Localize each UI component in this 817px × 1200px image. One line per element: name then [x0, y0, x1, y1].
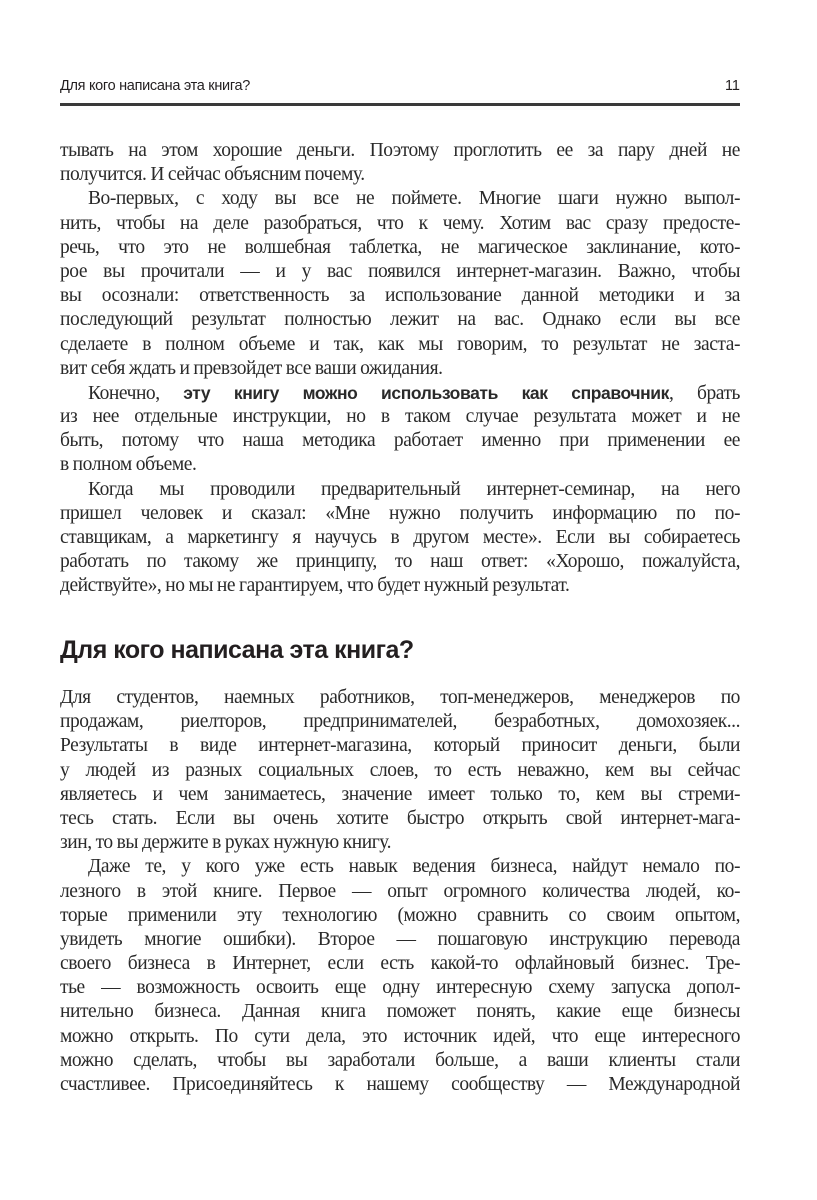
text-line: получится. И сейчас объясним почему. — [60, 164, 365, 186]
text-line: быть, потому что наша методика работает именно при применении ее — [60, 430, 740, 452]
text-line: можно сделать, чтобы вы заработали больше, а ваши клиенты стали — [60, 1049, 740, 1071]
text-line: тывать на этом хорошие деньги. Поэтому проглотить ее за пару дней не — [60, 140, 740, 161]
emphasis-text: эту книгу можно использовать как справочник — [183, 382, 669, 403]
text-run: , брать — [669, 382, 740, 404]
text-line: зин, то вы держите в руках нужную книгу. — [60, 832, 392, 854]
text-line: работать по такому же принципу, то наш ответ: «Хорошо, пожалуйста, — [60, 551, 740, 573]
paragraph — [60, 187, 740, 381]
text-line: нить, чтобы на деле разобраться, что к чему. Хотим вас сразу предосте- — [60, 212, 740, 234]
text-line: пришел человек и сказал: «Мне нужно получить информацию по по- — [60, 502, 740, 524]
running-header — [60, 78, 740, 100]
running-header-title: Для кого написана эта книга? — [60, 78, 251, 94]
text-line: вит себя ждать и превзойдет все ваши ожидания. — [60, 357, 443, 379]
paragraph — [60, 686, 740, 855]
paragraph — [60, 381, 740, 478]
text-line: Когда мы проводили предварительный интернет-семинар, на него — [88, 478, 740, 500]
page-number: 11 — [724, 78, 740, 94]
text-line: Даже те, у кого уже есть навык ведения бизнеса, найдут немало по- — [88, 856, 740, 878]
text-line: вы осознали: ответственность за использование данной методики и за — [60, 285, 740, 307]
section-2-body — [60, 686, 740, 1097]
text-line: своего бизнеса в Интернет, если есть какой-то офлайновый бизнес. Тре- — [60, 953, 740, 975]
text-line: торые применили эту технологию (можно сравнить со своим опытом, — [60, 904, 740, 926]
text-line: ставщикам, а маркетингу я научусь в другом месте». Если вы собираетесь — [60, 527, 740, 548]
text-line: счастливее. Присоединяйтесь к нашему сообществу — Международной — [60, 1074, 740, 1095]
text-line: действуйте», но мы не гарантируем, что будет нужный результат. — [60, 575, 570, 597]
text-line: нительно бизнеса. Данная книга поможет понять, какие еще бизнесы — [60, 1001, 740, 1023]
text-line: являетесь и чем занимаетесь, значение имеет только то, кем вы стреми- — [60, 783, 740, 805]
text-line: сделаете в полном объеме и так, как мы говорим, то результат не заста- — [60, 333, 740, 355]
text-line: в полном объеме. — [60, 454, 197, 476]
header-rule — [60, 103, 740, 106]
text-line: продажам, риелторов, предпринимателей, безработных, домохозяек... — [60, 711, 740, 733]
text-line: последующий результат полностью лежит на вас. Однако если вы все — [60, 309, 740, 331]
text-line: можно открыть. По сути дела, это источник идей, что еще интересного — [60, 1025, 740, 1047]
text-line: Во-первых, с ходу вы все не поймете. Многие шаги нужно выпол- — [88, 188, 740, 210]
text-line: Результаты в виде интернет-магазина, который приносит деньги, были — [60, 735, 740, 757]
text-line: у людей из разных социальных слоев, то есть неважно, кем вы сейчас — [60, 759, 740, 781]
text-line: Для студентов, наемных работников, топ-менеджеров, менеджеров по — [60, 687, 740, 708]
text-line: лезного в этой книге. Первое — опыт огромного количества людей, ко- — [60, 880, 740, 902]
paragraph — [60, 478, 740, 599]
text-line: тесь стать. Если вы очень хотите быстро открыть свой интернет-мага- — [60, 807, 740, 829]
section-heading: Для кого написана эта книга? — [60, 636, 414, 664]
text-line: из нее отдельные инструкции, но в таком случае результата может и не — [60, 406, 740, 428]
text-line: тье — возможность освоить еще одну интересную схему запуска допол- — [60, 977, 740, 999]
text-line: увидеть многие ошибки). Второе — пошаговую инструкцию перевода — [60, 928, 740, 950]
paragraph — [60, 139, 740, 187]
text-run: Конечно, — [88, 382, 184, 404]
text-line: речь, что это не волшебная таблетка, не магическое заклинание, кото- — [60, 236, 740, 258]
section-1-body — [60, 139, 740, 599]
paragraph — [60, 855, 740, 1097]
text-line — [60, 381, 740, 405]
text-line: рое вы прочитали — и у вас появился интернет-магазин. Важно, чтобы — [60, 260, 740, 282]
